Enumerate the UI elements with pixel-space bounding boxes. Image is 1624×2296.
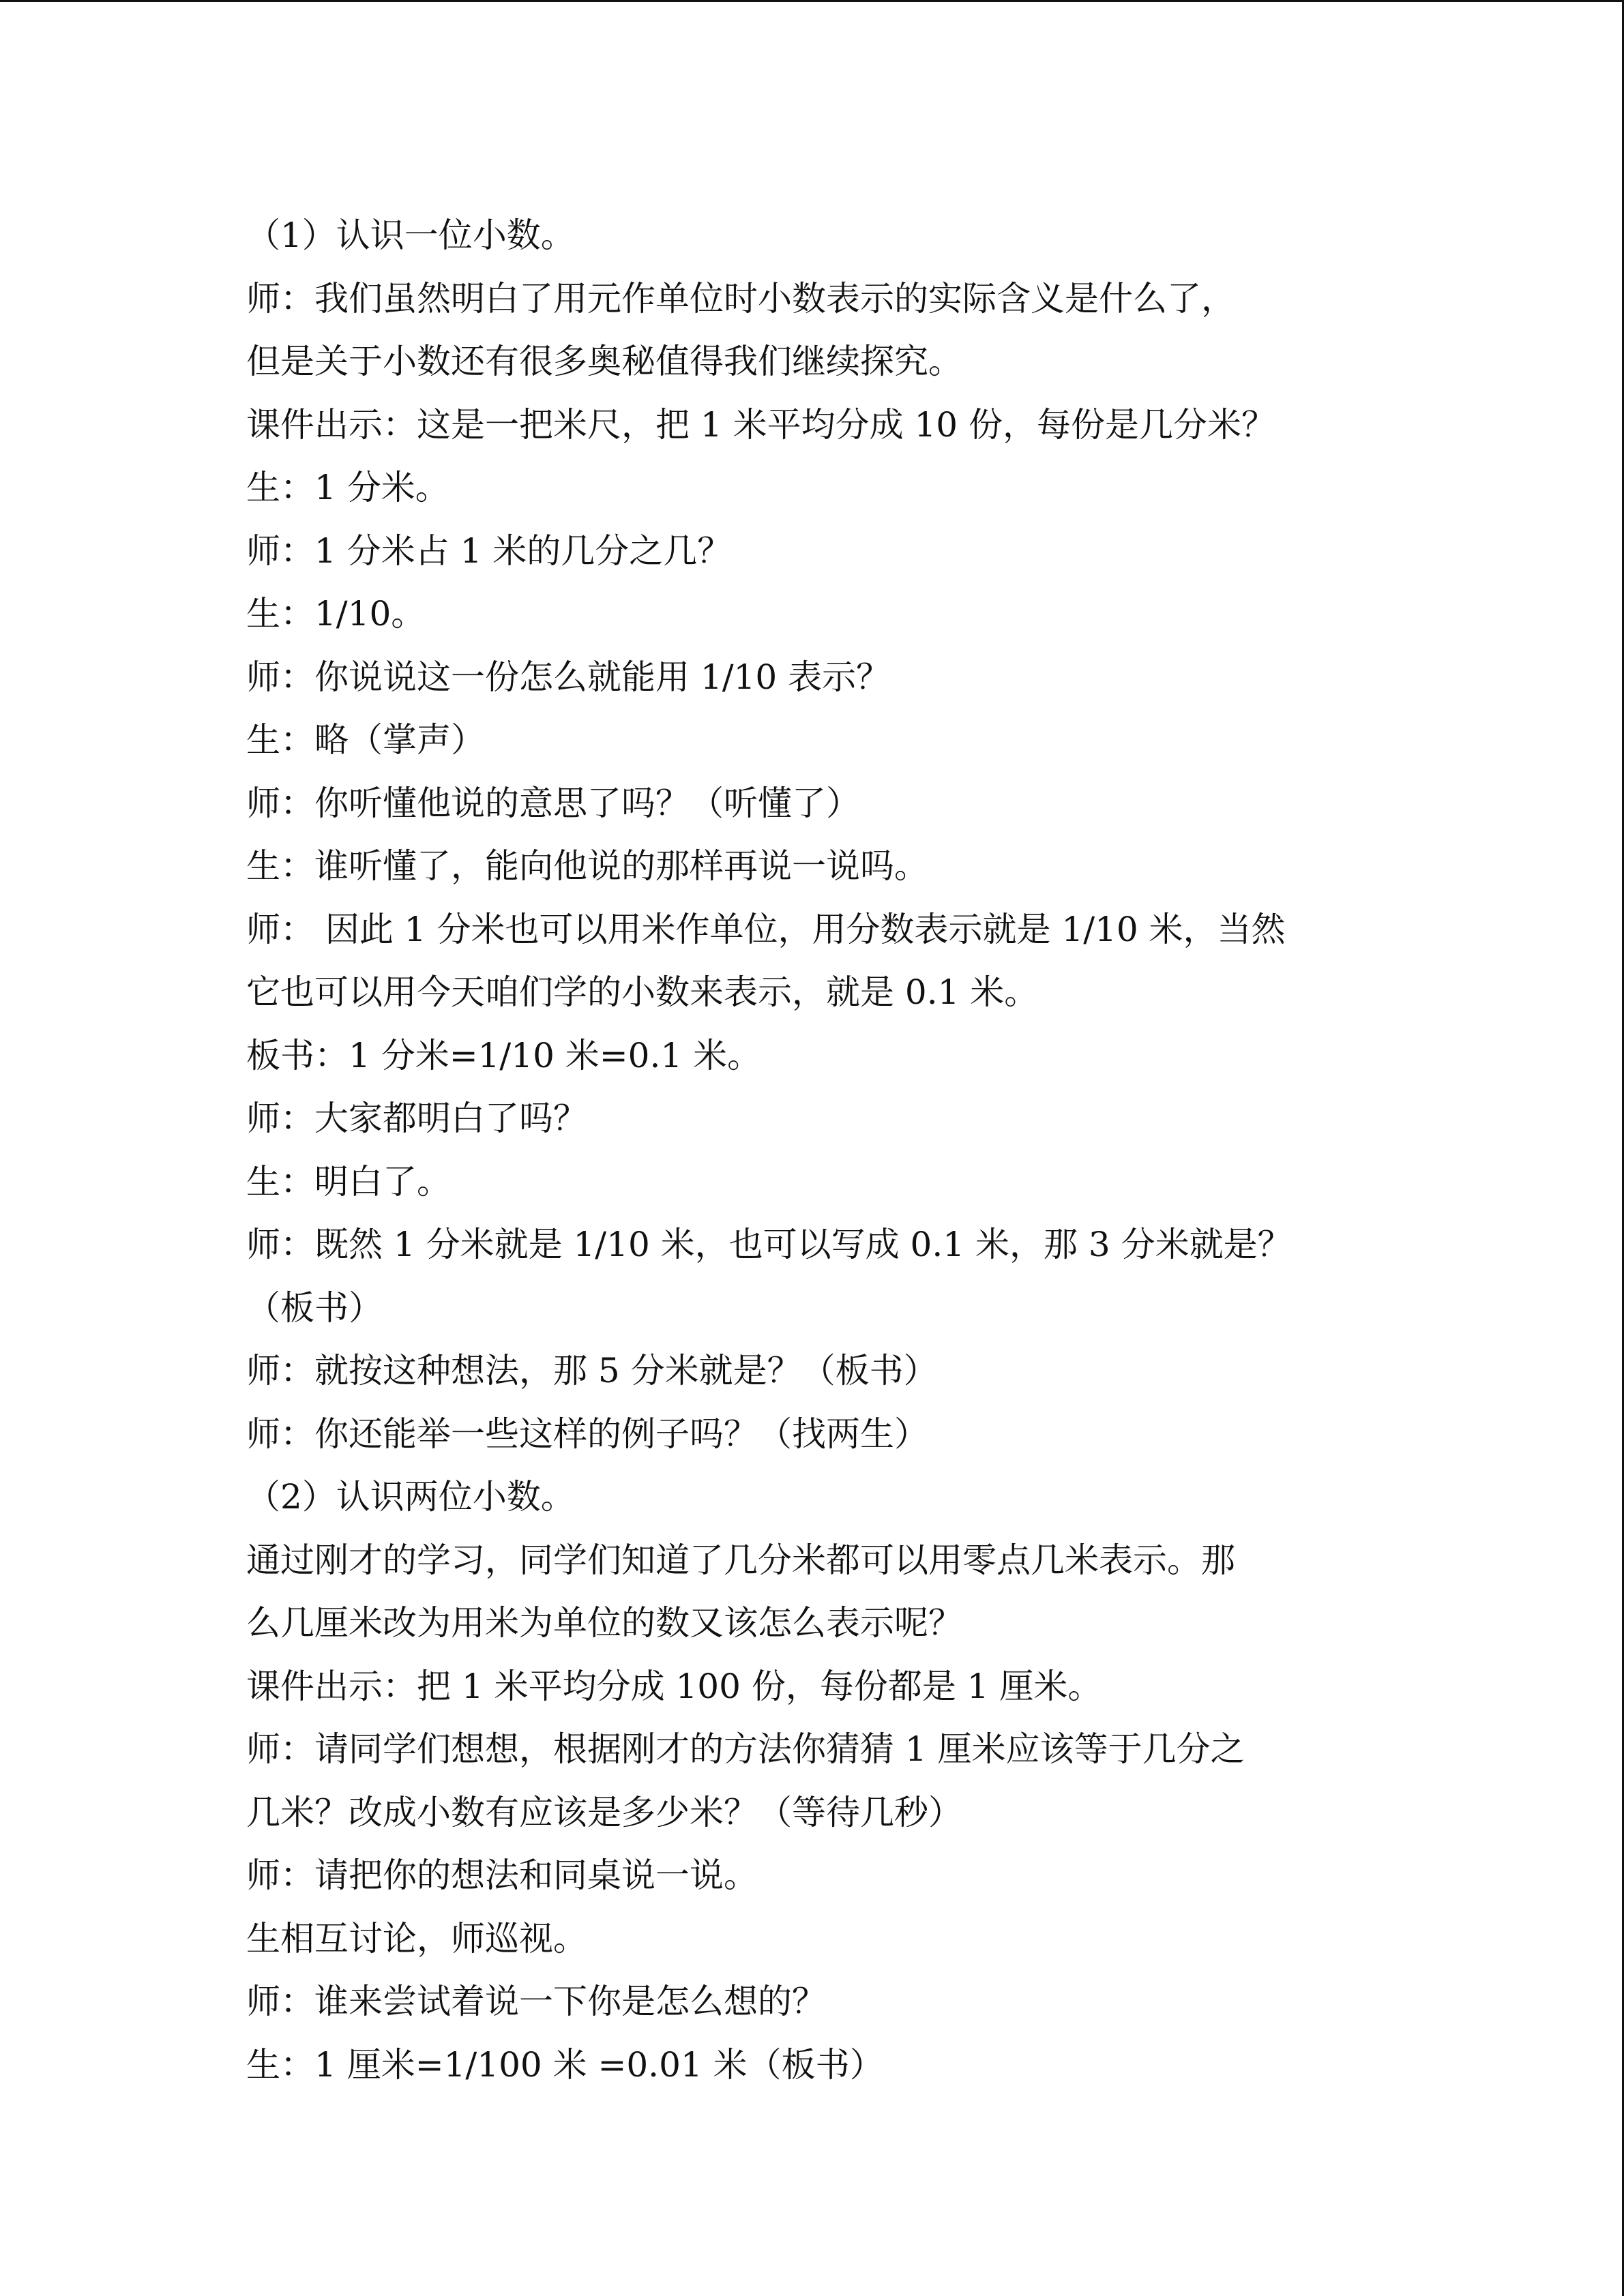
paragraph-line: 板书：1 分米=1/10 米=0.1 米。 (246, 1035, 762, 1075)
paragraph-line: 生：谁听懂了，能向他说的那样再说一说吗。 (246, 846, 928, 886)
paragraph-line: 生相互讨论，师巡视。 (246, 1918, 587, 1958)
paragraph-line: 师：既然 1 分米就是 1/10 米，也可以写成 0.1 米，那 3 分米就是？ (246, 1225, 1292, 1264)
paragraph-line: 生：1/10。 (246, 594, 426, 633)
paragraph-line: 师：我们虽然明白了用元作单位时小数表示的实际含义是什么了， (246, 278, 1235, 318)
paragraph-line: 师：大家都明白了吗？ (246, 1099, 587, 1138)
document-body (246, 204, 1392, 2096)
section-heading: （1）认识一位小数。 (246, 215, 575, 255)
paragraph-line: 师：你听懂他说的意思了吗？（听懂了） (246, 783, 860, 823)
paragraph-line: 通过刚才的学习，同学们知道了几分米都可以用零点几米表示。那 (246, 1540, 1235, 1580)
paragraph-line: 师：就按这种想法，那 5 分米就是？（板书） (246, 1351, 938, 1390)
paragraph-line: 生：1 分米。 (246, 468, 449, 507)
paragraph-line: 么几厘米改为用米为单位的数又该怎么表示呢？ (246, 1603, 962, 1643)
paragraph-line: 几米？改成小数有应该是多少米？（等待几秒） (246, 1792, 962, 1832)
paragraph-line: 生：略（掌声） (246, 720, 485, 760)
paragraph-line: 课件出示：这是一把米尺，把 1 米平均分成 10 份，每份是几分米？ (246, 404, 1276, 445)
paragraph-line: 但是关于小数还有很多奥秘值得我们继续探究。 (246, 342, 962, 381)
paragraph-line: （板书） (246, 1287, 383, 1328)
paragraph-line: 生：明白了。 (246, 1161, 451, 1202)
paragraph-line: 师：你说说这一份怎么就能用 1/10 表示？ (246, 657, 891, 697)
paragraph-line: 师：谁来尝试着说一下你是怎么想的？ (246, 1982, 826, 2021)
paragraph-line: 师： 因此 1 分米也可以用米作单位，用分数表示就是 1/10 米，当然 (246, 909, 1286, 949)
paragraph-line: 师：请把你的想法和同桌说一说。 (246, 1855, 758, 1895)
paragraph-line: 它也可以用今天咱们学的小数来表示，就是 0.1 米。 (246, 972, 1039, 1012)
paragraph-line: 师：你还能举一些这样的例子吗？（找两生） (246, 1414, 928, 1454)
section-heading: （2）认识两位小数。 (246, 1477, 575, 1517)
paragraph-line: 师：1 分米占 1 米的几分之几？ (246, 531, 732, 571)
paragraph-line: 生：1 厘米=1/100 米 =0.01 米（板书） (246, 2044, 884, 2085)
paragraph-line: 师：请同学们想想，根据刚才的方法你猜猜 1 厘米应该等于几分之 (246, 1729, 1245, 1769)
paragraph-line: 课件出示：把 1 米平均分成 100 份，每份都是 1 厘米。 (246, 1666, 1102, 1706)
